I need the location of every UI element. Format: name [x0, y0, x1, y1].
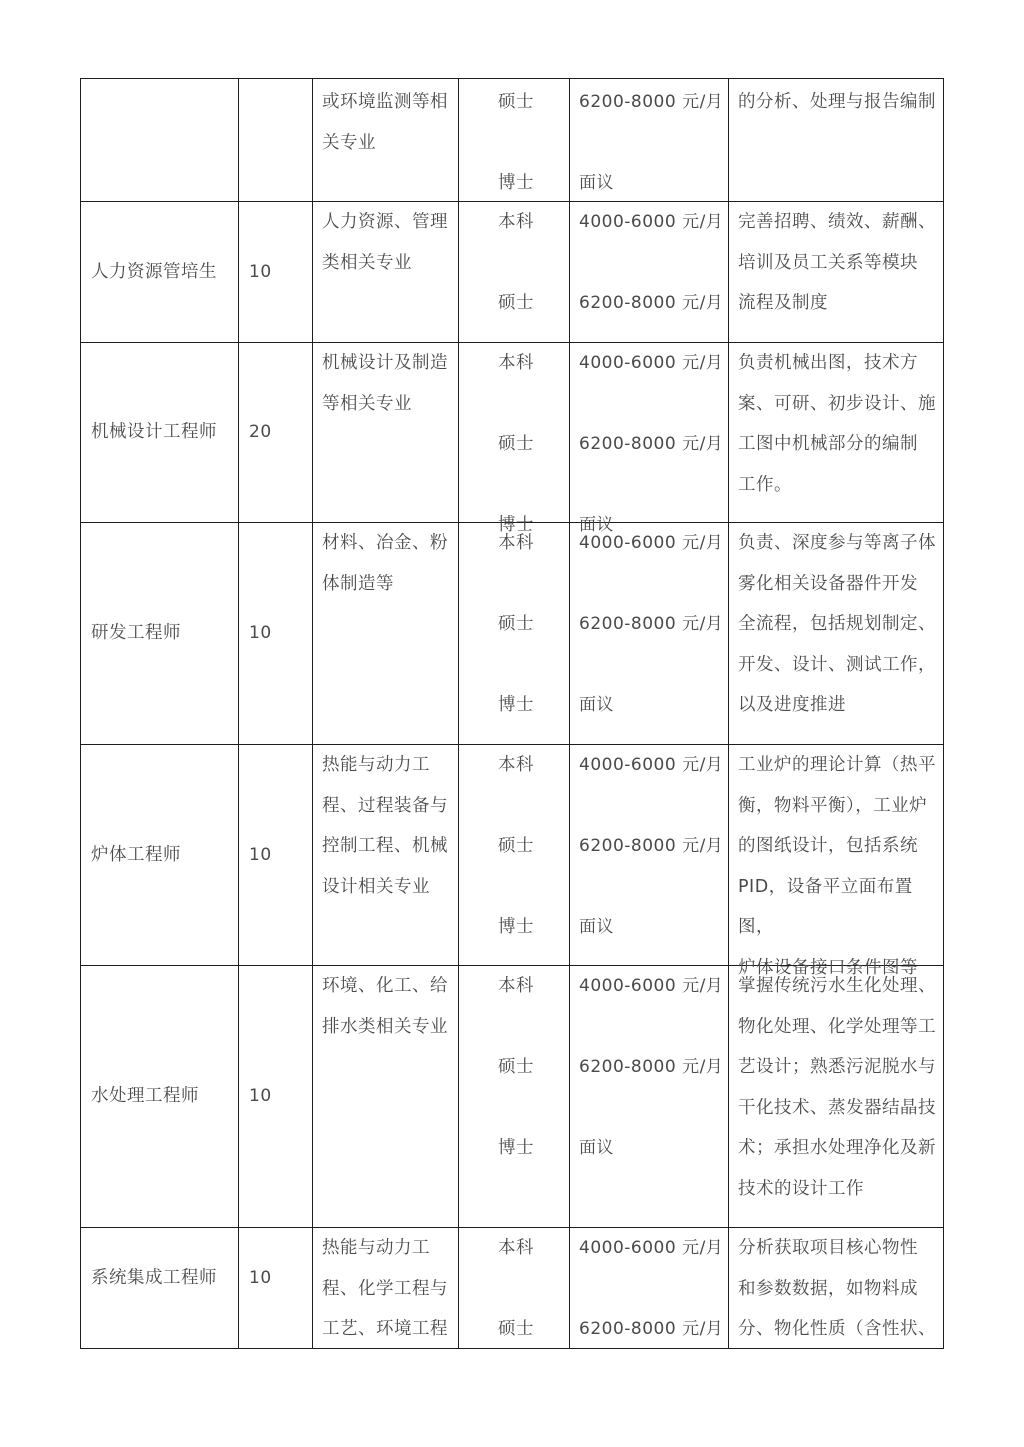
headcount-cell: 10 [249, 1268, 272, 1289]
degree-cell: 本科 硕士 博士 [498, 976, 534, 1158]
duty-cell: 负责机械出图，技术方 案、可研、初步设计、施 工图中机械部分的编制 工作。 [738, 353, 936, 495]
salary-cell: 6200-8000 元/月 面议 [579, 92, 724, 193]
position-cell: 系统集成工程师 [91, 1268, 217, 1289]
major-cell: 热能与动力工 程、化学工程与 工艺、环境工程 [322, 1238, 448, 1339]
headcount-cell: 10 [249, 1086, 272, 1107]
degree-cell: 本科 硕士 博士 [498, 755, 534, 937]
position-cell: 水处理工程师 [91, 1086, 199, 1107]
column-divider [312, 79, 313, 1348]
salary-cell: 4000-6000 元/月 6200-8000 元/月 面议 [579, 353, 724, 535]
headcount-cell: 20 [249, 422, 272, 443]
position-cell: 炉体工程师 [91, 844, 181, 865]
degree-cell: 硕士 博士 [498, 92, 534, 193]
salary-cell: 4000-6000 元/月 6200-8000 元/月 [579, 1238, 724, 1339]
position-cell: 机械设计工程师 [91, 422, 217, 443]
duty-cell: 负责、深度参与等离子体 雾化相关设备器件开发 全流程，包括规划制定、 开发、设计、测试工作， 以及进度推进 [738, 533, 936, 715]
major-cell: 材料、冶金、粉 体制造等 [322, 533, 448, 594]
duty-cell: 掌握传统污水生化处理、 物化处理、化学处理等工 艺设计；熟悉污泥脱水与 干化技术、蒸发器结晶技 术；承担水处理净化及新 技术的设计工作 [738, 976, 936, 1199]
recruitment-table [80, 78, 944, 1349]
major-cell: 热能与动力工 程、过程装备与 控制工程、机械 设计相关专业 [322, 755, 448, 897]
duty-cell: 工业炉的理论计算（热平 衡，物料平衡），工业炉 的图纸设计，包括系统 PID，设备平立面布置图， 炉体设备接口条件图等 [738, 755, 936, 978]
salary-cell: 4000-6000 元/月 6200-8000 元/月 [579, 212, 724, 313]
headcount-cell: 10 [249, 844, 272, 865]
column-divider [569, 79, 570, 1348]
salary-cell: 4000-6000 元/月 6200-8000 元/月 面议 [579, 755, 724, 937]
headcount-cell: 10 [249, 261, 272, 282]
major-cell: 或环境监测等相 关专业 [322, 92, 448, 153]
salary-cell: 4000-6000 元/月 6200-8000 元/月 面议 [579, 976, 724, 1158]
duty-cell: 的分析、处理与报告编制 [738, 92, 936, 112]
salary-cell: 4000-6000 元/月 6200-8000 元/月 面议 [579, 533, 724, 715]
column-divider [728, 79, 729, 1348]
position-cell: 研发工程师 [91, 623, 181, 644]
position-cell: 人力资源管培生 [91, 261, 217, 282]
duty-cell: 完善招聘、绩效、薪酬、 培训及员工关系等模块 流程及制度 [738, 212, 936, 313]
major-cell: 机械设计及制造 等相关专业 [322, 353, 448, 414]
major-cell: 人力资源、管理 类相关专业 [322, 212, 448, 273]
degree-cell: 本科 硕士 博士 [498, 533, 534, 715]
major-cell: 环境、化工、给 排水类相关专业 [322, 976, 448, 1037]
column-divider [458, 79, 459, 1348]
degree-cell: 本科 硕士 博士 [498, 353, 534, 535]
degree-cell: 本科 硕士 [498, 1238, 534, 1339]
duty-cell: 分析获取项目核心物性 和参数数据，如物料成 分、物化性质（含性状、 [738, 1238, 936, 1339]
headcount-cell: 10 [249, 623, 272, 644]
degree-cell: 本科 硕士 [498, 212, 534, 313]
column-divider [238, 79, 239, 1348]
